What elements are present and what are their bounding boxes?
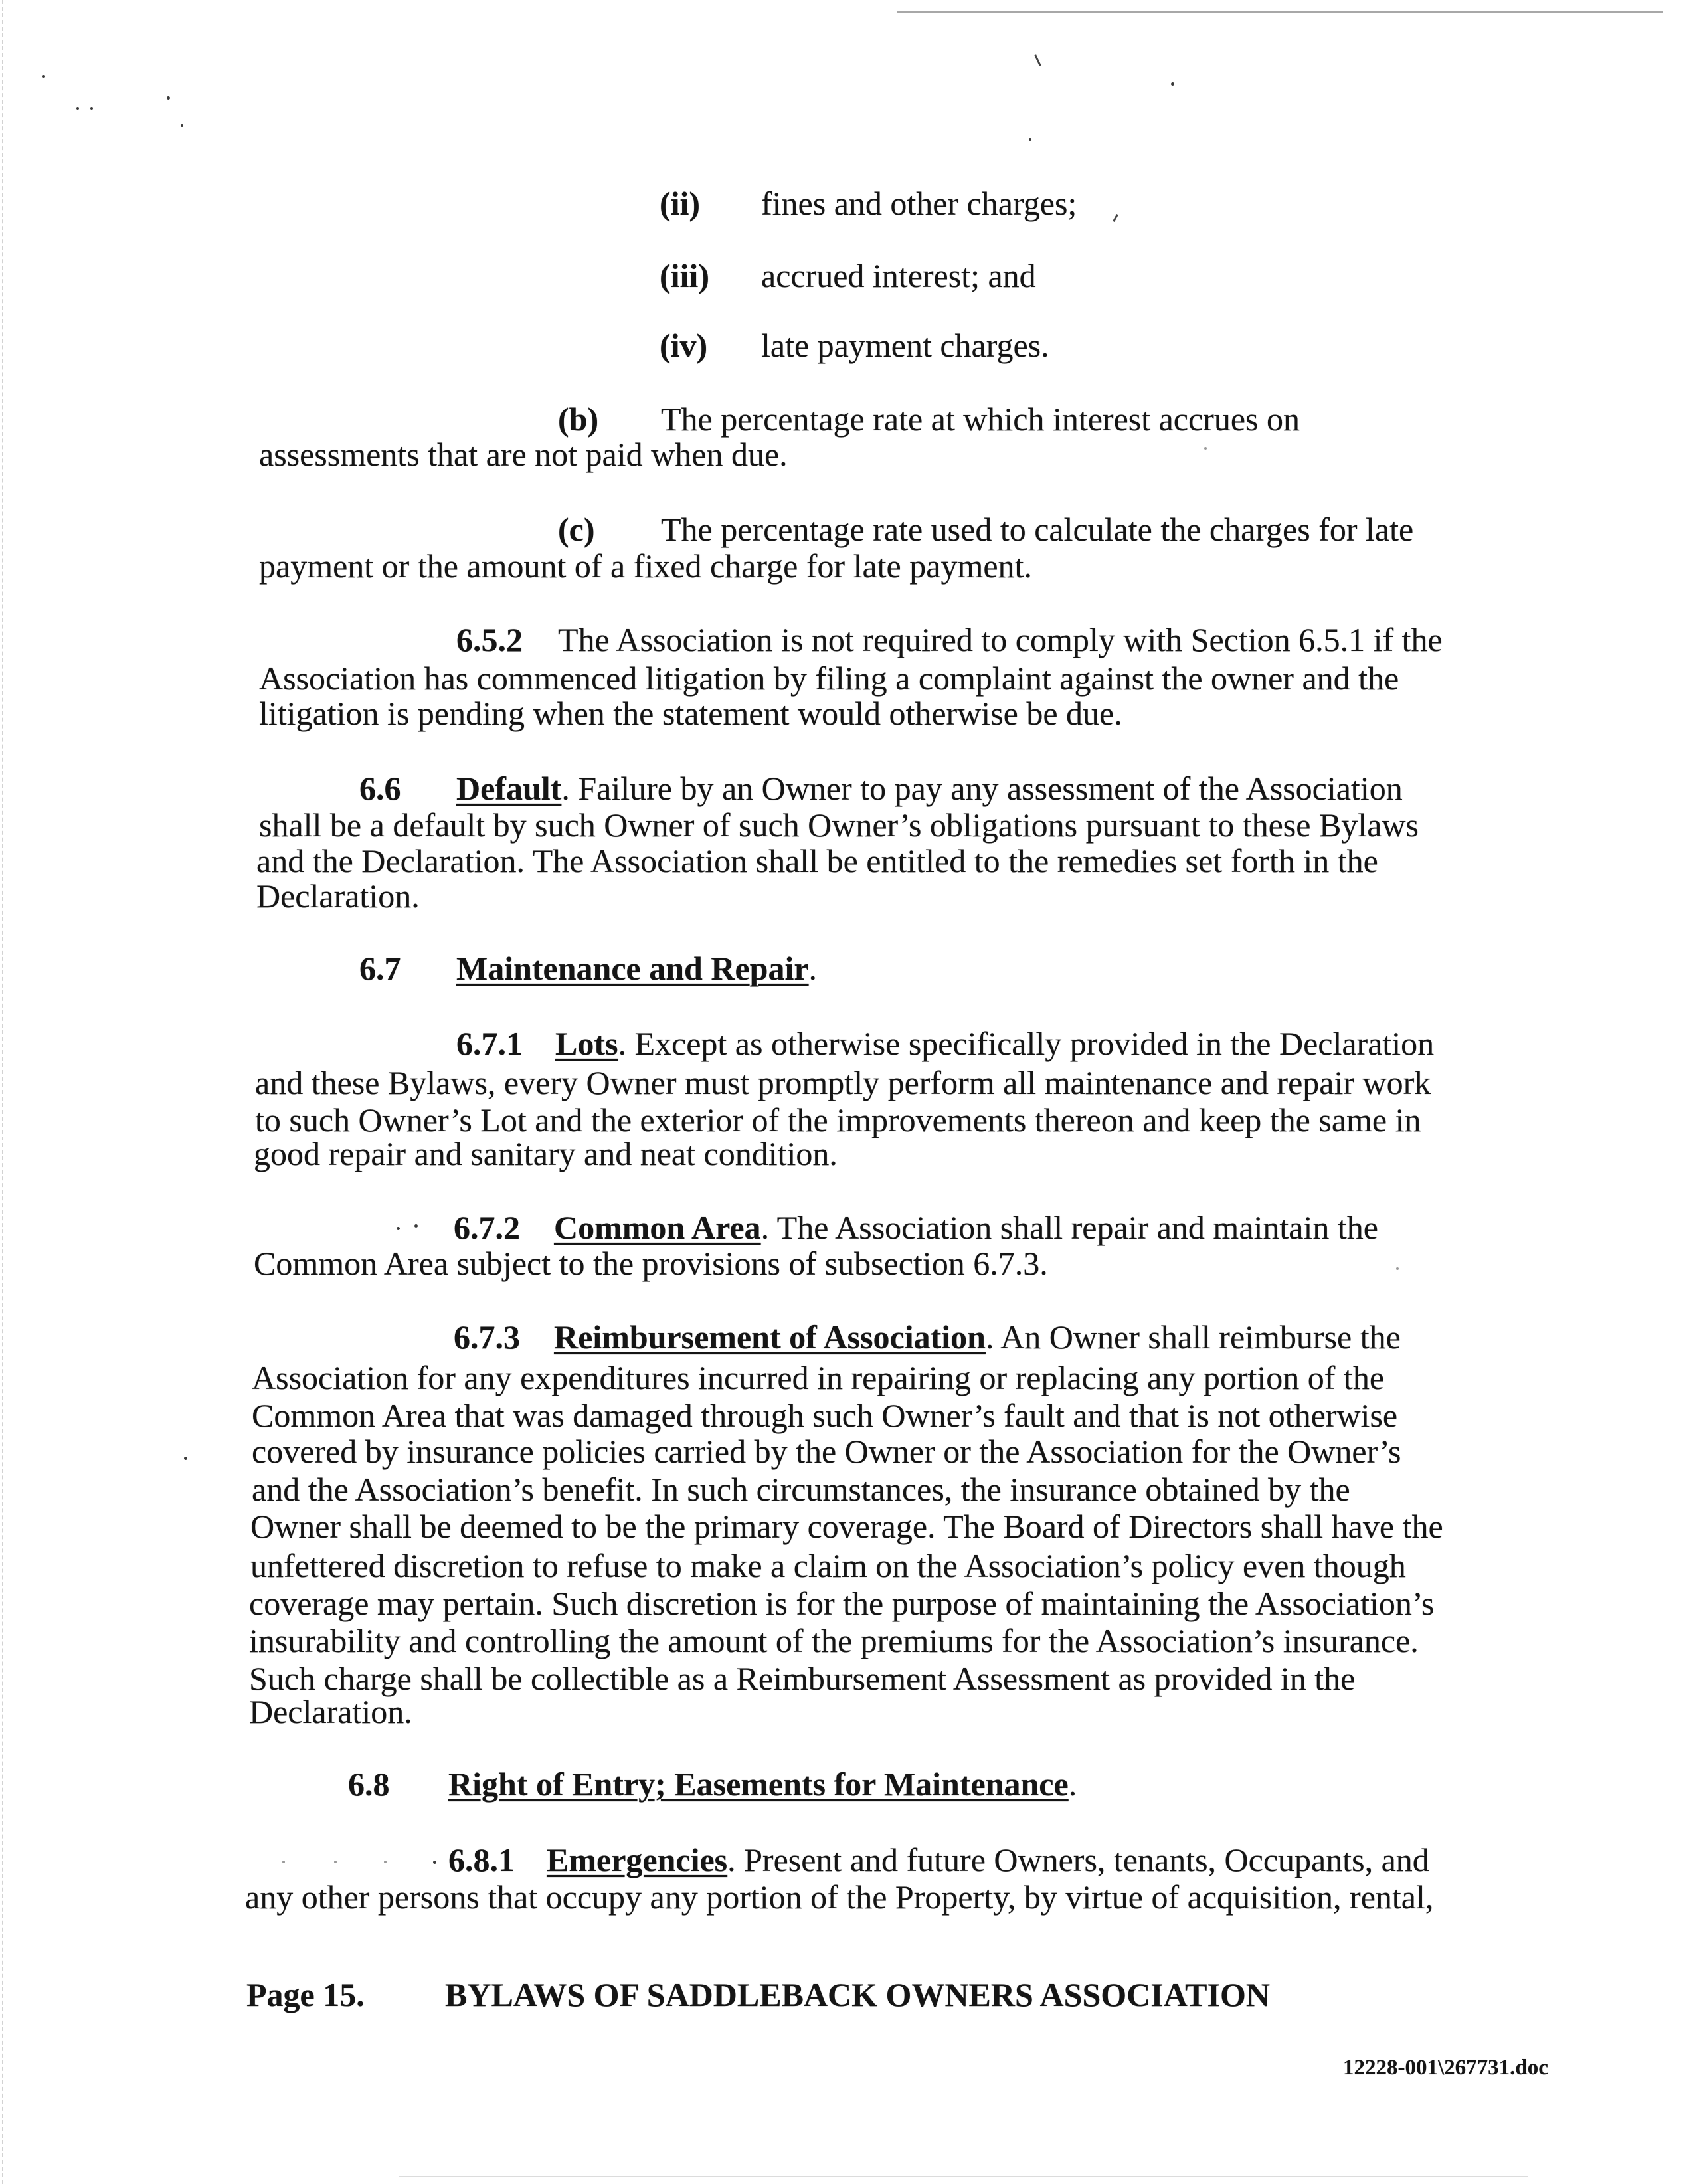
section-first-line — [448, 1766, 1077, 1803]
list-item-text: fines and other charges; — [761, 185, 1077, 222]
list-item-label: (ii) — [660, 185, 701, 222]
subparagraph-label: (c) — [558, 511, 595, 548]
section-text: coverage may pertain. Such discretion is for the purpose of maintaining the Association’s — [249, 1585, 1435, 1622]
scan-speck — [1204, 447, 1207, 450]
footer-document-title: BYLAWS OF SADDLEBACK OWNERS ASSOCIATION — [445, 1976, 1270, 2013]
section-number: 6.7.3 — [454, 1319, 520, 1356]
section-number: 6.7.1 — [456, 1025, 523, 1062]
section-number: 6.8.1 — [448, 1841, 515, 1878]
section-text: Association for any expenditures incurred in repairing or replacing any portion of the — [252, 1359, 1385, 1396]
subparagraph-label: (b) — [558, 401, 599, 438]
section-text: Common Area that was damaged through such Owner’s fault and that is not otherwise — [252, 1397, 1398, 1434]
section-text: . An Owner shall reimburse the — [985, 1319, 1401, 1356]
section-text: . Except as otherwise specifically provided in the Declaration — [618, 1025, 1435, 1062]
section-text: . — [808, 950, 818, 987]
footer-page-number: Page 15. — [246, 1976, 365, 2013]
section-text: and the Association’s benefit. In such circumstances, the insurance obtained by the — [252, 1471, 1350, 1508]
section-text: insurability and controlling the amount of the premiums for the Association’s insurance. — [249, 1622, 1419, 1659]
section-text: shall be a default by such Owner of such Owner’s obligations pursuant to these Bylaws — [259, 806, 1419, 844]
section-number: 6.7 — [359, 950, 401, 987]
section-text: . The Association shall repair and maintain the — [760, 1209, 1378, 1246]
footer-document-id: 12228-001\267731.doc — [1343, 2056, 1548, 2080]
section-text: . Present and future Owners, tenants, Occupants, and — [727, 1841, 1429, 1878]
scan-speck — [181, 124, 183, 127]
section-heading: Emergencies — [547, 1841, 728, 1878]
section-heading: Lots — [555, 1025, 618, 1062]
scan-tick-mark — [1113, 214, 1118, 222]
section-text: Declaration. — [256, 877, 420, 915]
scan-speck — [384, 1861, 387, 1863]
section-first-line — [547, 1841, 1429, 1879]
list-item-label: (iii) — [660, 257, 709, 294]
section-text: Declaration. — [249, 1693, 412, 1730]
subparagraph-text: payment or the amount of a fixed charge for late payment. — [259, 547, 1032, 585]
section-text: and these Bylaws, every Owner must promptly perform all maintenance and repair work — [255, 1064, 1431, 1101]
scan-edge-line — [2, 0, 3, 2184]
scan-speck — [414, 1224, 418, 1228]
section-heading: Right of Entry; Easements for Maintenance — [448, 1766, 1069, 1803]
section-number: 6.7.2 — [454, 1209, 520, 1246]
section-text: . Failure by an Owner to pay any assessment of the Association — [561, 770, 1403, 807]
section-text: any other persons that occupy any portion of the Property, by virtue of acquisition, rental, — [245, 1878, 1434, 1916]
section-number: 6.8 — [348, 1766, 390, 1803]
section-number: 6.6 — [359, 770, 401, 807]
scan-speck — [433, 1861, 436, 1864]
section-text: Common Area subject to the provisions of subsection 6.7.3. — [254, 1245, 1048, 1282]
subparagraph-text: The percentage rate at which interest accrues on — [661, 401, 1300, 438]
section-text: . — [1068, 1766, 1077, 1803]
section-text: litigation is pending when the statement would otherwise be due. — [259, 695, 1122, 732]
list-item-text: late payment charges. — [761, 327, 1049, 364]
scan-speck — [1396, 1267, 1399, 1270]
section-text: Such charge shall be collectible as a Reimbursement Assessment as provided in the — [249, 1660, 1356, 1697]
scan-bottom-rule — [399, 2176, 1528, 2177]
scan-speck — [76, 107, 79, 110]
scan-tick-mark — [1034, 54, 1041, 66]
section-heading: Common Area — [554, 1209, 761, 1246]
section-first-line — [456, 950, 817, 988]
section-heading: Maintenance and Repair — [456, 950, 809, 987]
scan-speck — [1171, 82, 1174, 86]
scan-speck — [334, 1861, 337, 1863]
section-text: to such Owner’s Lot and the exterior of the improvements thereon and keep the same in — [255, 1101, 1421, 1138]
subparagraph-text: assessments that are not paid when due. — [259, 436, 788, 473]
scan-speck — [397, 1227, 400, 1230]
scan-speck — [184, 1457, 187, 1460]
subparagraph-text: The percentage rate used to calculate the charges for late — [661, 511, 1414, 548]
scan-top-rule — [897, 11, 1663, 13]
section-text: Association has commenced litigation by filing a complaint against the owner and the — [259, 660, 1399, 697]
section-first-line — [555, 1025, 1434, 1063]
scan-speck — [1029, 138, 1031, 141]
section-text: covered by insurance policies carried by the Owner or the Association for the Owner’s — [252, 1433, 1401, 1470]
section-first-line — [456, 770, 1403, 808]
section-text: Owner shall be deemed to be the primary coverage. The Board of Directors shall have the — [250, 1508, 1443, 1545]
section-text: and the Declaration. The Association shall be entitled to the remedies set forth in the — [256, 842, 1378, 879]
list-item-text: accrued interest; and — [761, 257, 1036, 294]
scan-speck — [42, 75, 45, 78]
section-text: good repair and sanitary and neat condition. — [254, 1135, 838, 1172]
scan-speck — [282, 1861, 285, 1863]
section-heading: Reimbursement of Association — [554, 1319, 986, 1356]
section-first-line — [554, 1319, 1401, 1356]
scan-speck — [167, 96, 170, 100]
scan-speck — [90, 107, 93, 110]
section-number: 6.5.2 — [456, 621, 523, 658]
list-item-label: (iv) — [660, 327, 708, 364]
section-text: unfettered discretion to refuse to make a claim on the Association’s policy even though — [250, 1547, 1406, 1584]
section-text: The Association is not required to comply with Section 6.5.1 if the — [558, 621, 1443, 658]
section-heading: Default — [456, 770, 562, 807]
section-first-line — [554, 1209, 1378, 1247]
